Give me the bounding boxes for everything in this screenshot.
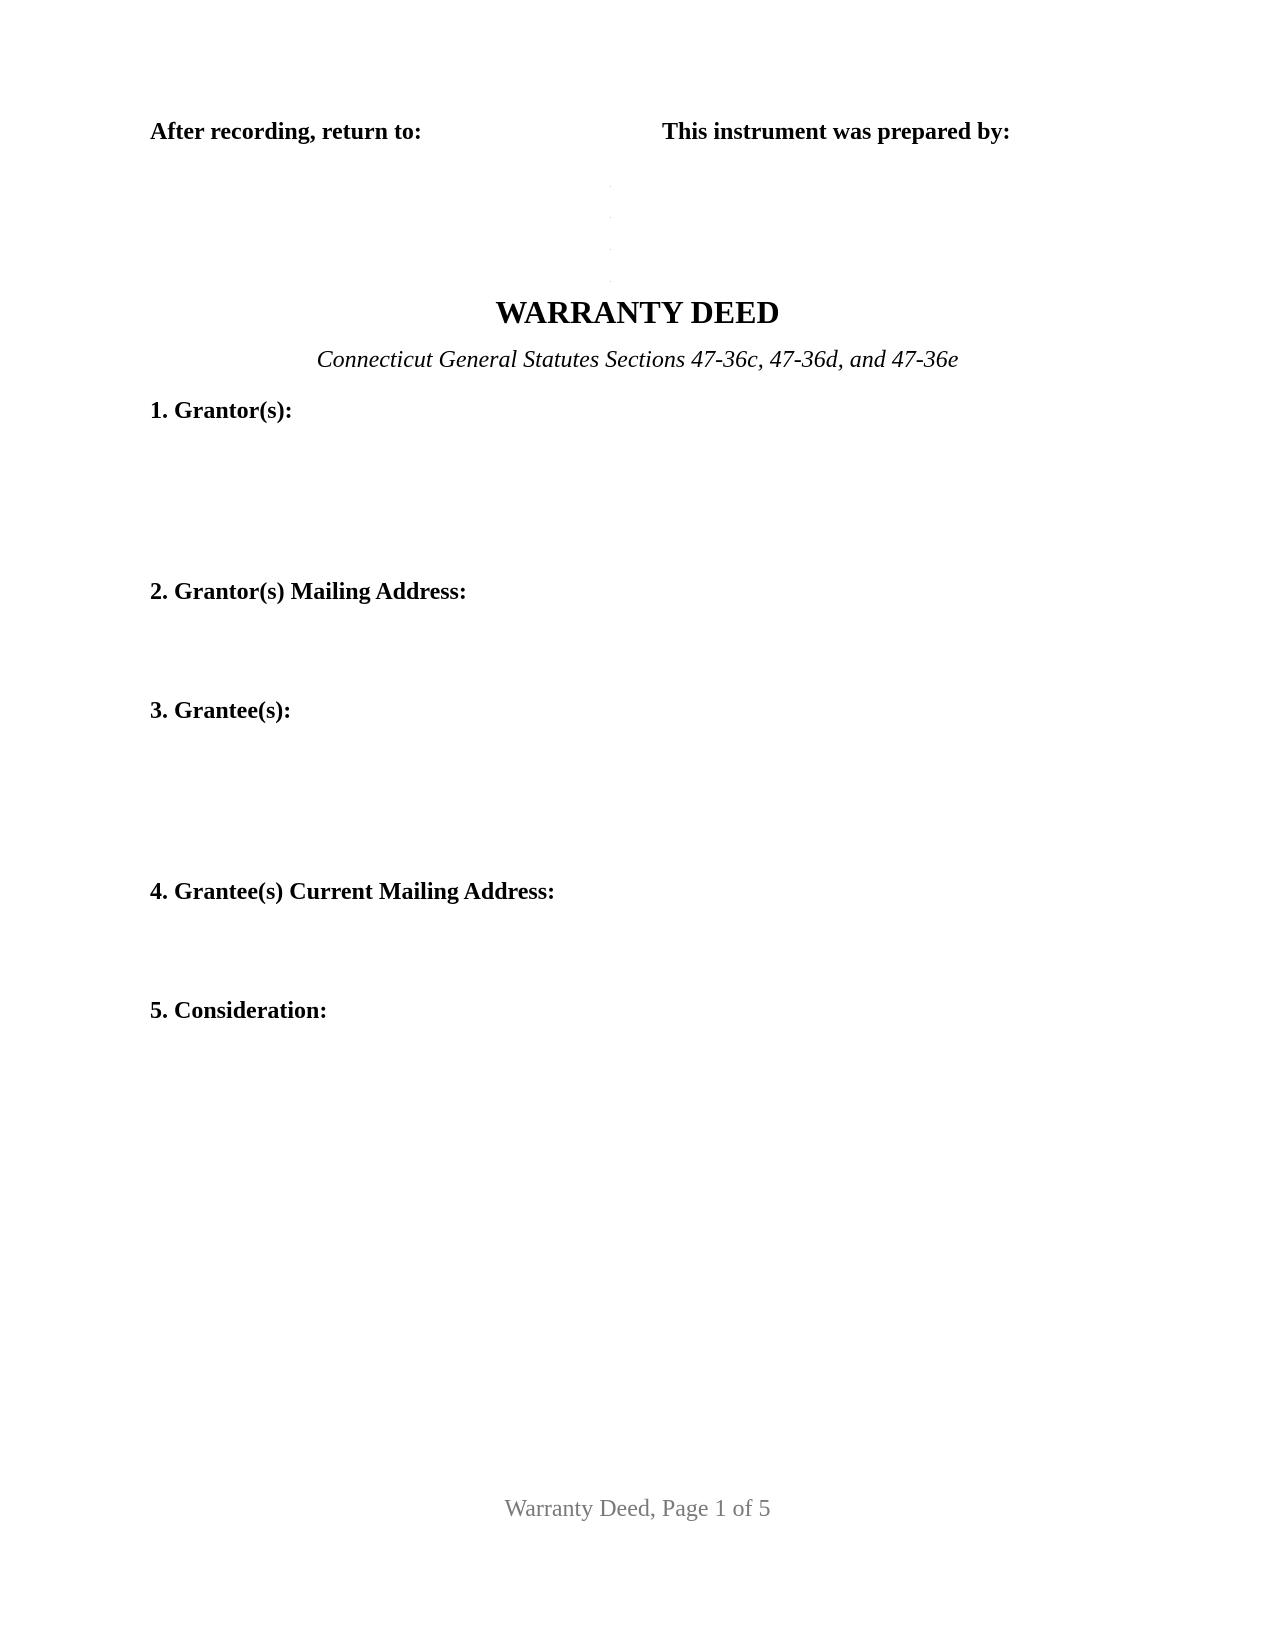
document-subtitle: Connecticut General Statutes Sections 47-36c, 47-36d, and 47-36e: [316, 347, 959, 373]
decorative-dot: [610, 281, 611, 282]
prepared-by-label: This instrument was prepared by:: [662, 119, 1011, 145]
section-consideration: 5. Consideration:: [150, 998, 328, 1024]
page-footer: Warranty Deed, Page 1 of 5: [504, 1496, 771, 1522]
section-grantor: 1. Grantor(s):: [150, 398, 293, 424]
section-grantee: 3. Grantee(s):: [150, 698, 292, 724]
decorative-dot: [610, 249, 611, 250]
decorative-dot: [610, 186, 611, 187]
section-grantor-mailing-address: 2. Grantor(s) Mailing Address:: [150, 579, 467, 605]
section-grantee-mailing-address: 4. Grantee(s) Current Mailing Address:: [150, 879, 556, 905]
decorative-dot: [610, 217, 611, 218]
return-to-label: After recording, return to:: [150, 119, 422, 145]
document-title: WARRANTY DEED: [495, 294, 780, 330]
